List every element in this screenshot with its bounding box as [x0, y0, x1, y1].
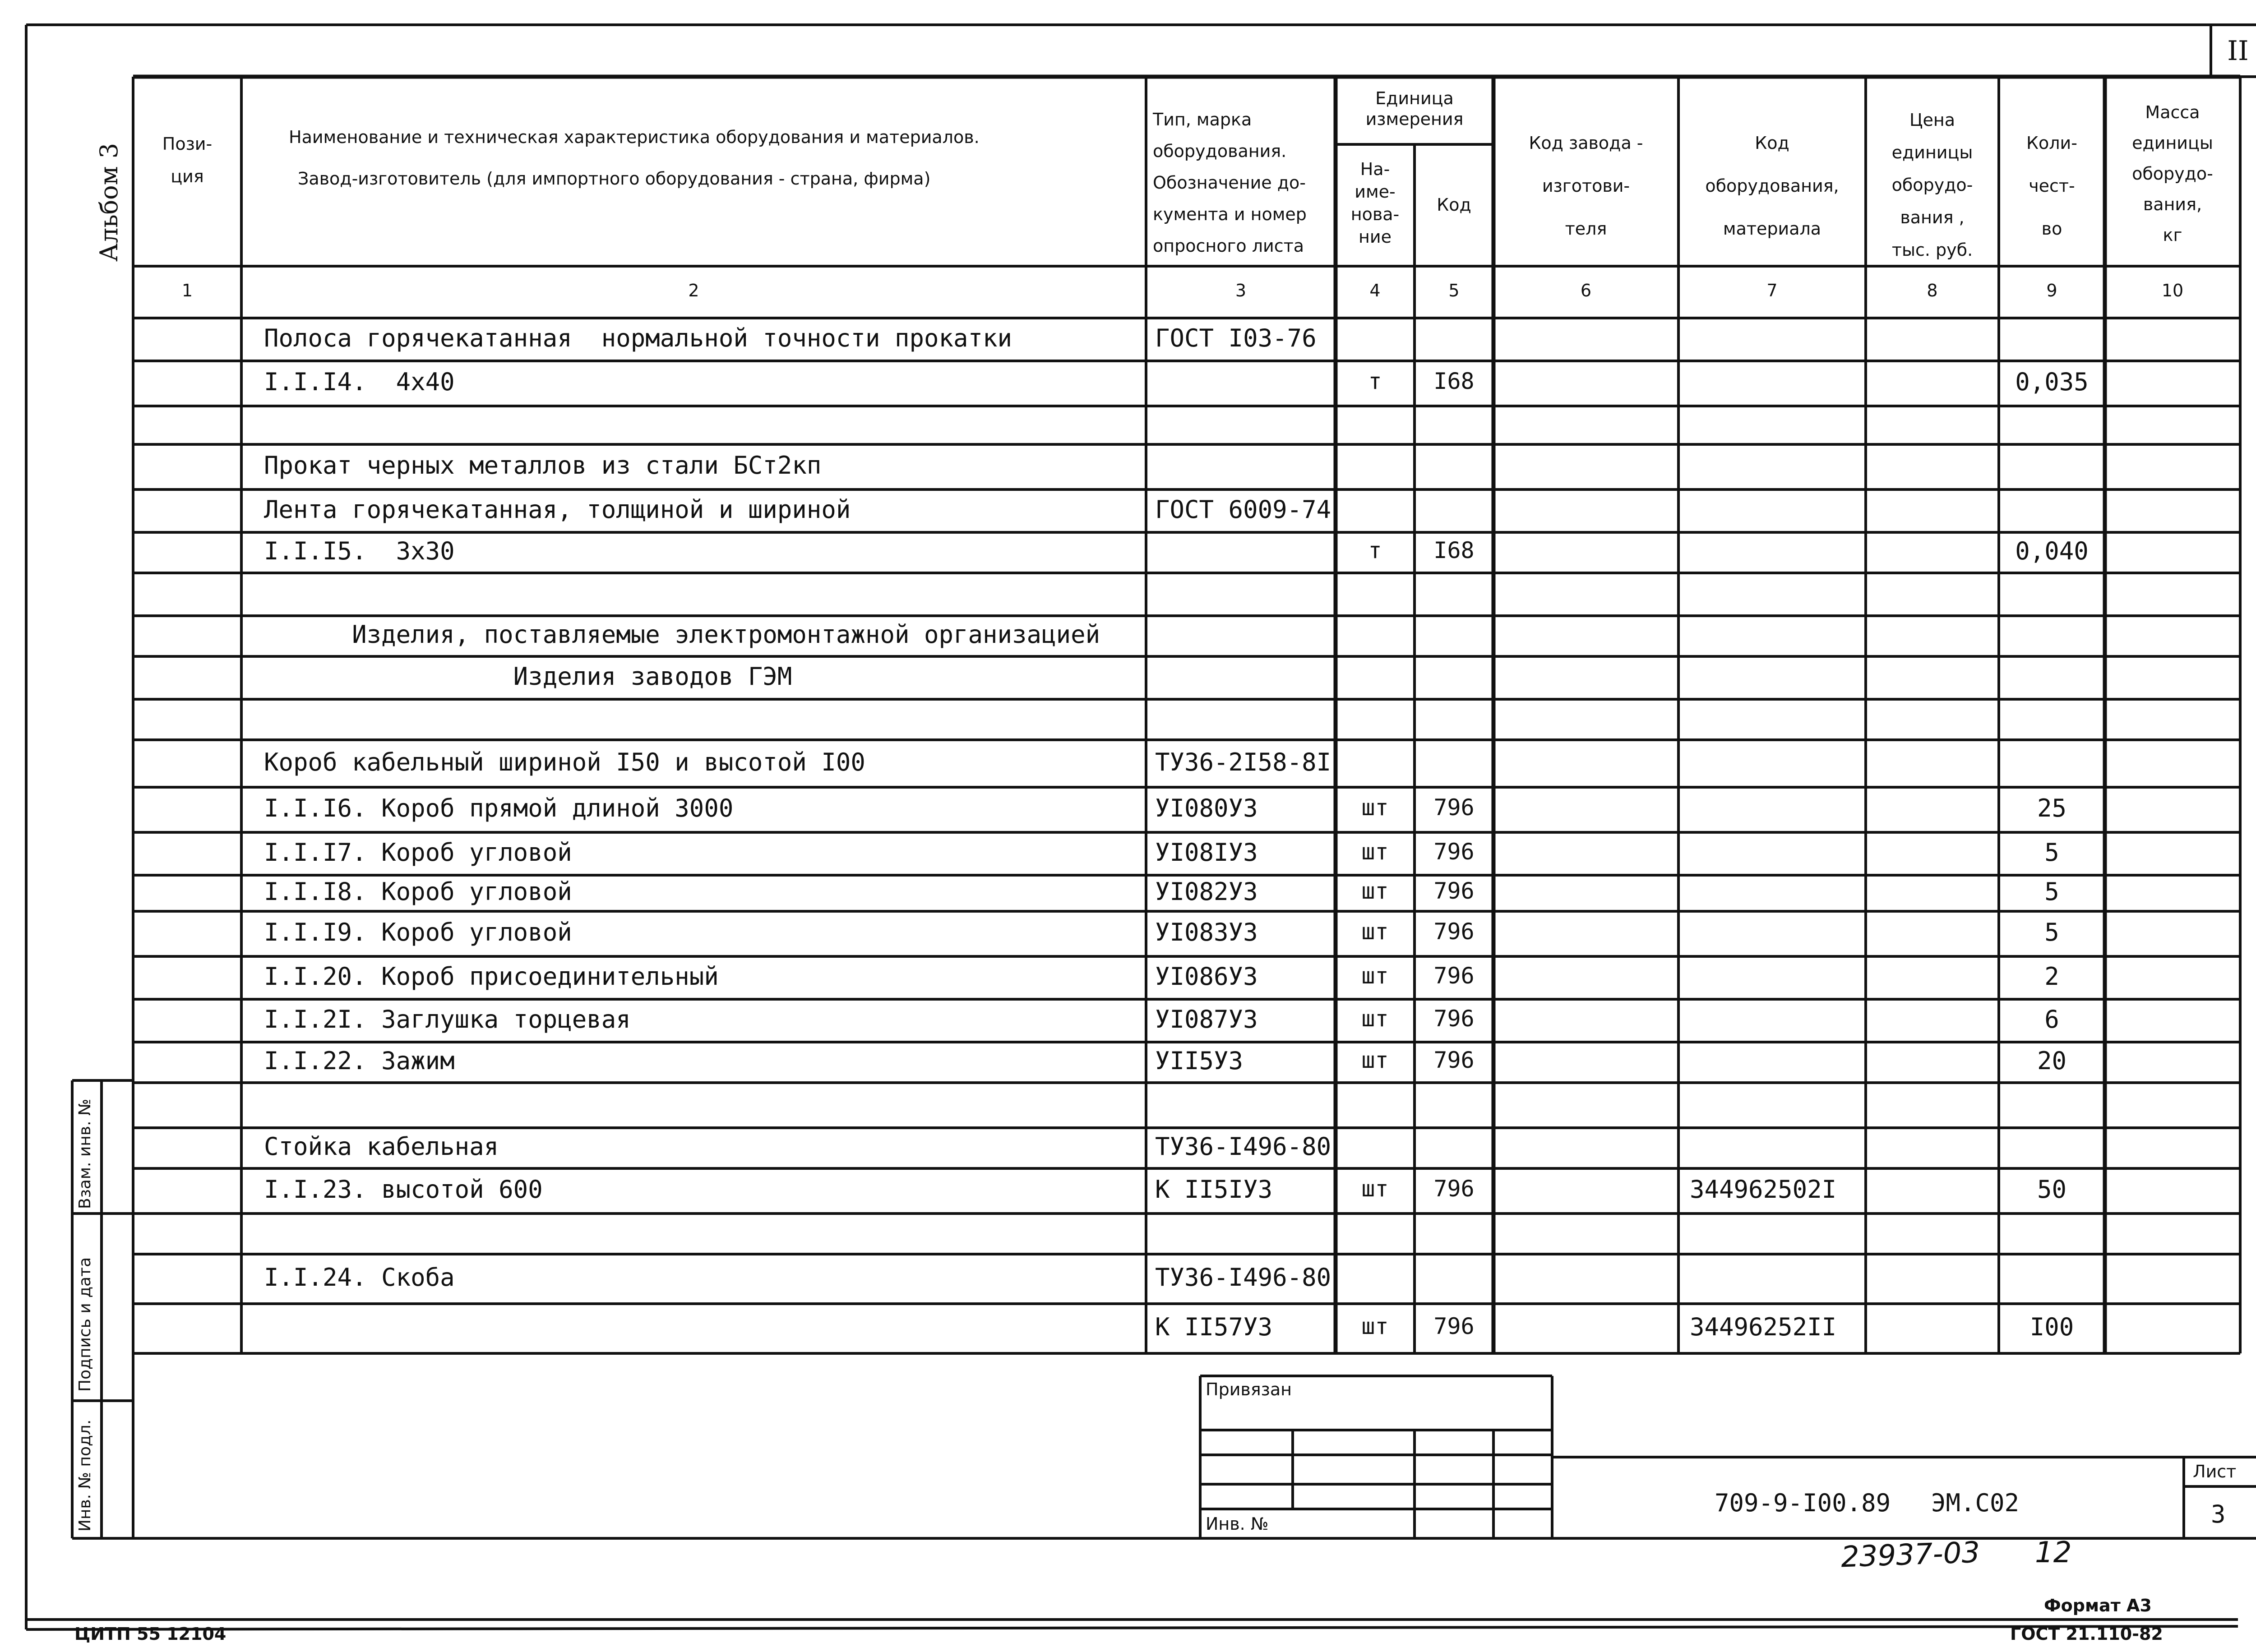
- header-col9: Коли- чест- во: [2026, 133, 2077, 239]
- cell-unit: шт: [1361, 1047, 1389, 1073]
- cell-code: 796: [1433, 1005, 1475, 1032]
- cell-type: УI087У3: [1155, 1005, 1258, 1034]
- cell-code: I68: [1433, 537, 1475, 563]
- header-col4: На- име- нова- ние: [1350, 159, 1400, 247]
- list-number: 3: [2211, 1500, 2226, 1528]
- privyazan-label: Привязан: [1206, 1380, 1292, 1399]
- cell-name: I.I.22. Зажим: [264, 1047, 455, 1075]
- cell-name: Прокат черных металлов из стали БСт2кп: [264, 451, 822, 480]
- cell-code: 796: [1433, 794, 1475, 821]
- cell-name: I.I.I9. Короб угловой: [264, 918, 572, 946]
- cell-name: Изделия, поставляемые электромонтажной организацией: [264, 620, 1100, 649]
- column-number: 4: [1369, 281, 1381, 300]
- citp-label: ЦИТП 55 12104: [74, 1624, 227, 1644]
- cell-name: I.I.I4. 4х40: [264, 368, 455, 396]
- cell-unit: шт: [1361, 918, 1389, 945]
- cell-qty: I00: [2029, 1313, 2074, 1341]
- header-col6: Код завода - изготови- теля: [1529, 133, 1643, 239]
- cell-name: I.I.20. Короб присоединительный: [264, 962, 719, 991]
- cell-name: I.I.23. высотой 600: [264, 1175, 543, 1204]
- cell-unit: шт: [1361, 838, 1389, 865]
- cell-unit: шт: [1361, 962, 1389, 989]
- cell-mat: 34496252II: [1690, 1313, 1837, 1341]
- side-stamp-vzam: Взам. инв. №: [76, 1098, 94, 1209]
- cell-name: I.I.I8. Короб угловой: [264, 877, 572, 906]
- header-col1: Пози- ция: [162, 134, 213, 186]
- handwritten-number: 23937-03: [1840, 1536, 1981, 1574]
- cell-qty: 20: [2037, 1047, 2067, 1075]
- cell-type: УI082У3: [1155, 877, 1258, 906]
- cell-unit: т: [1368, 368, 1382, 394]
- cell-unit: шт: [1361, 1005, 1389, 1032]
- cell-mat: 344962502I: [1690, 1175, 1837, 1204]
- column-number: 2: [688, 281, 699, 300]
- cell-name: Лента горячекатанная, толщиной и шириной: [264, 495, 851, 524]
- cell-code: 796: [1433, 1047, 1475, 1073]
- sheet-number-top: II: [2227, 35, 2249, 67]
- cell-qty: 5: [2044, 838, 2059, 867]
- cell-unit: шт: [1361, 1313, 1389, 1339]
- cell-code: 796: [1433, 838, 1475, 865]
- cell-type: УI08IУ3: [1155, 838, 1258, 867]
- cell-type: ГОСТ 6009-74: [1155, 495, 1331, 524]
- cell-type: ТУ36-2I58-8I: [1155, 748, 1331, 776]
- header-col10: Масса единицы оборудо- вания, кг: [2132, 102, 2213, 245]
- cell-type: К II5IУ3: [1155, 1175, 1273, 1204]
- cell-type: К II57У3: [1155, 1313, 1273, 1341]
- cell-name: I.I.I7. Короб угловой: [264, 838, 572, 867]
- cell-unit: шт: [1361, 878, 1389, 904]
- document-mark: ЭМ.С02: [1931, 1489, 2020, 1517]
- cell-unit: шт: [1361, 1176, 1389, 1202]
- cell-qty: 0,040: [2015, 537, 2089, 565]
- cell-code: 796: [1433, 962, 1475, 989]
- header-col2: Наименование и техническая характеристика оборудования и материалов. Завод-изготовитель (для импортного оборудования - страна, фирма): [289, 127, 980, 189]
- cell-name: Изделия заводов ГЭМ: [264, 662, 792, 691]
- cell-name: I.I.2I. Заглушка торцевая: [264, 1005, 631, 1034]
- column-number: 9: [2046, 281, 2057, 300]
- cell-name: I.I.24. Скоба: [264, 1263, 455, 1292]
- cell-qty: 6: [2044, 1005, 2059, 1034]
- header-col7: Код оборудования, материала: [1705, 133, 1839, 239]
- handwritten-page: 12: [2035, 1536, 2072, 1569]
- cell-unit: т: [1368, 537, 1382, 563]
- cell-name: Короб кабельный шириной I50 и высотой I00: [264, 748, 865, 776]
- cell-qty: 5: [2044, 918, 2059, 946]
- list-label: Лист: [2193, 1462, 2237, 1481]
- cell-type: УII5У3: [1155, 1047, 1244, 1075]
- column-number: 3: [1235, 281, 1247, 300]
- column-number: 6: [1580, 281, 1592, 300]
- cell-type: ТУ36-I496-80: [1155, 1263, 1331, 1292]
- cell-qty: 5: [2044, 877, 2059, 906]
- cell-code: 796: [1433, 1176, 1475, 1202]
- column-number: 1: [181, 281, 193, 300]
- cell-code: 796: [1433, 878, 1475, 904]
- format-label: Формат А3: [2044, 1596, 2152, 1615]
- header-col5: Код: [1437, 195, 1471, 215]
- header-col8: Цена единицы оборудо- вания , тыс. руб.: [1891, 110, 1973, 260]
- gost-label: ГОСТ 21.110-82: [2010, 1624, 2163, 1644]
- cell-type: УI086У3: [1155, 962, 1258, 991]
- side-stamp-inv-podl: Инв. № подл.: [76, 1419, 94, 1532]
- cell-name: Полоса горячекатанная нормальной точности прокатки: [264, 323, 1012, 352]
- cell-qty: 25: [2037, 794, 2067, 822]
- cell-name: Стойка кабельная: [264, 1132, 499, 1161]
- cell-qty: 2: [2044, 962, 2059, 991]
- side-stamp-podpis: Подпись и дата: [76, 1257, 94, 1392]
- album-label: Альбом 3: [95, 143, 123, 262]
- cell-name: I.I.I5. 3х30: [264, 537, 455, 565]
- cell-code: I68: [1433, 368, 1475, 394]
- cell-type: УI083У3: [1155, 918, 1258, 946]
- cell-unit: шт: [1361, 794, 1389, 821]
- cell-code: 796: [1433, 918, 1475, 945]
- document-code: 709-9-I00.89: [1715, 1489, 1891, 1517]
- cell-qty: 0,035: [2015, 368, 2089, 396]
- cell-type: ТУ36-I496-80: [1155, 1132, 1331, 1161]
- cell-qty: 50: [2037, 1175, 2067, 1204]
- column-number: 8: [1927, 281, 1938, 300]
- cell-type: ГОСТ I03-76: [1155, 323, 1317, 352]
- cell-code: 796: [1433, 1313, 1475, 1339]
- cell-name: I.I.I6. Короб прямой длиной 3000: [264, 794, 734, 822]
- column-number: 5: [1448, 281, 1460, 300]
- column-number: 7: [1766, 281, 1778, 300]
- cell-type: УI080У3: [1155, 794, 1258, 822]
- inv-no-label: Инв. №: [1206, 1514, 1269, 1534]
- header-col3: Тип, марка оборудования. Обозначение до- кумента и номер опросного листа: [1153, 110, 1307, 256]
- column-number: 10: [2161, 281, 2184, 300]
- header-unit-group: Единица измерения: [1365, 88, 1464, 129]
